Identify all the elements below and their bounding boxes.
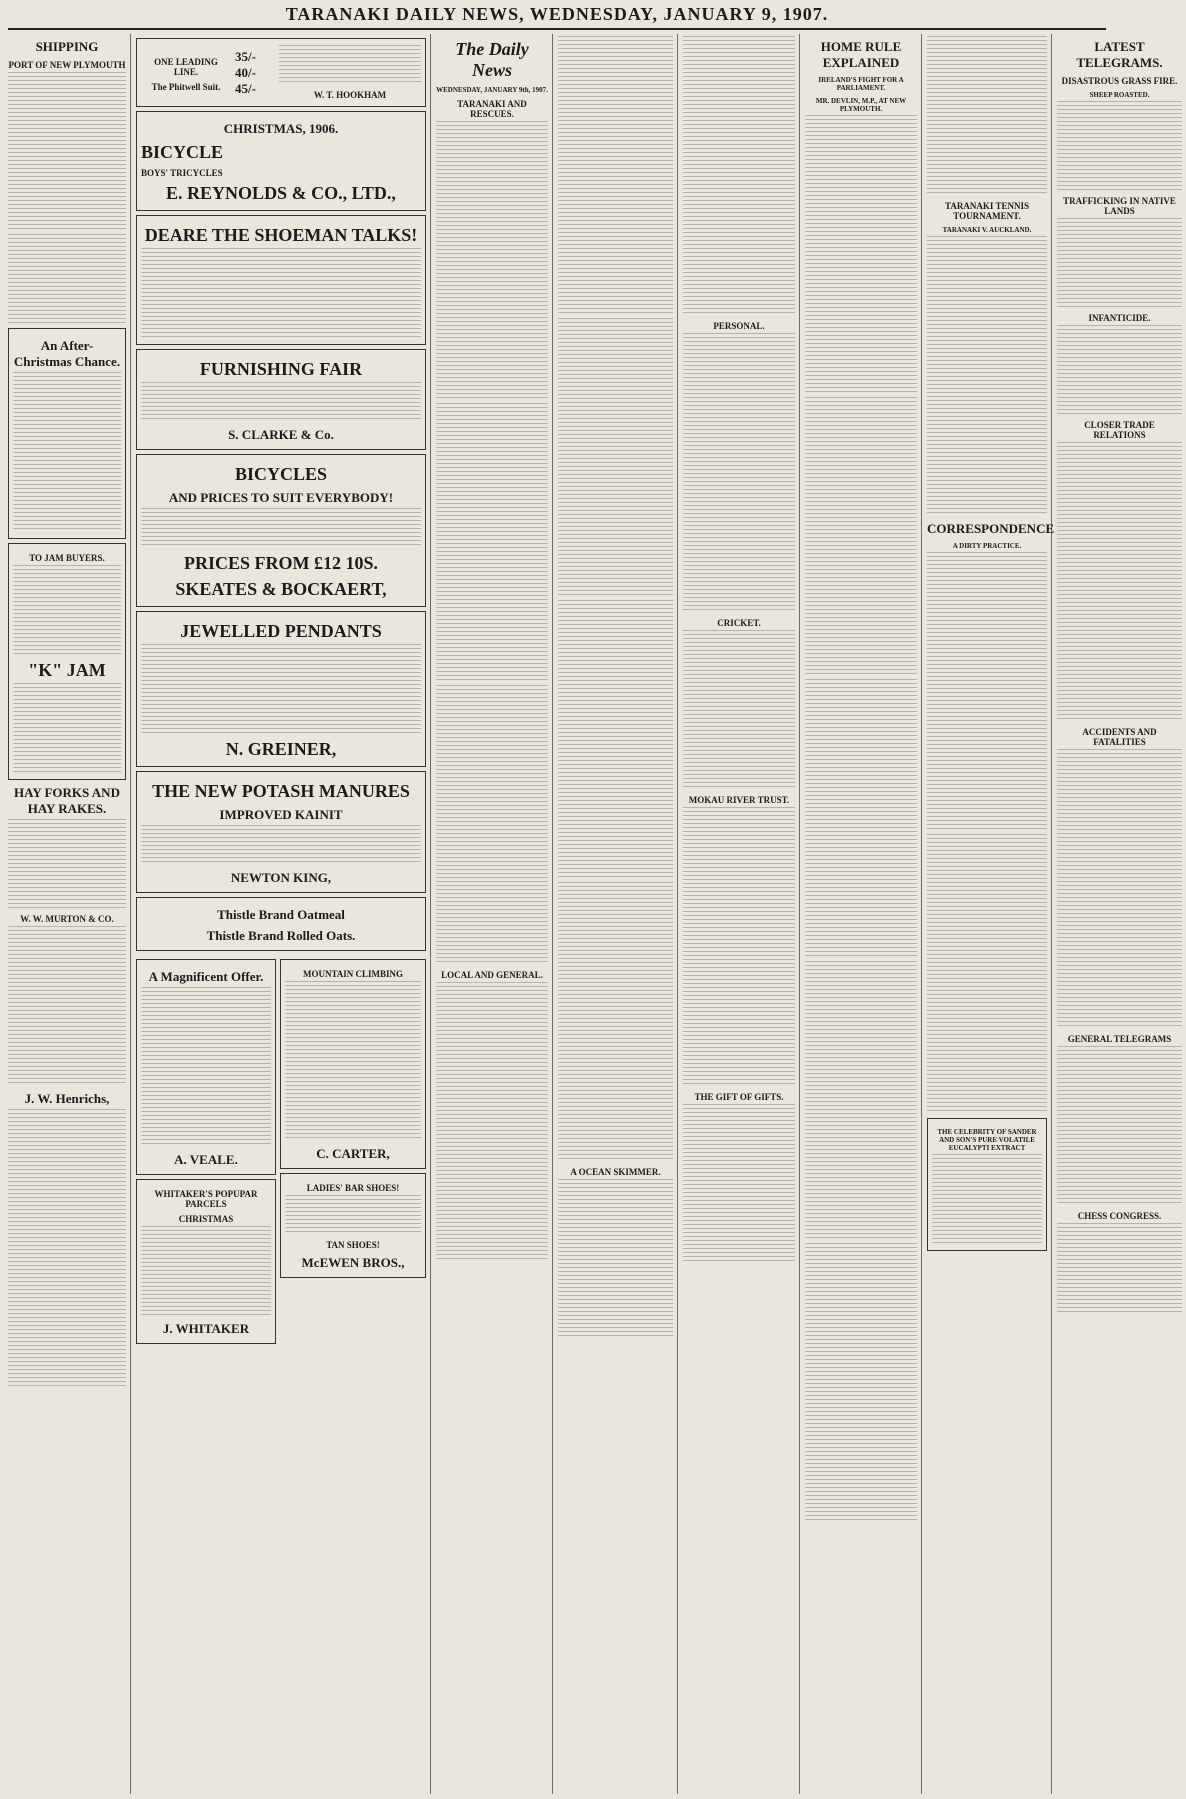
carter-name: C. CARTER, bbox=[316, 1146, 390, 1161]
accidents-heading: ACCIDENTS AND FATALITIES bbox=[1082, 727, 1157, 747]
whitaker-heading: WHITAKER'S POPUPAR PARCELS bbox=[154, 1189, 258, 1209]
col4-text-3 bbox=[558, 600, 673, 880]
devlin-sub: MR. DEVLIN, M.P., AT NEW PLYMOUTH. bbox=[815, 97, 907, 113]
lower-left-ads bbox=[136, 955, 276, 1348]
gift-text bbox=[683, 1104, 795, 1264]
henrichs-heading: J. W. Henrichs, bbox=[24, 1091, 110, 1106]
hay-text bbox=[8, 819, 126, 909]
trade-text bbox=[1057, 442, 1182, 722]
reynolds-name: E. REYNOLDS & CO., LTD., bbox=[166, 183, 396, 203]
ocean-skimmer-heading: A OCEAN SKIMMER. bbox=[570, 1167, 661, 1177]
mokau-text bbox=[683, 807, 795, 1087]
prices-from: PRICES FROM £12 10S. bbox=[183, 553, 378, 573]
grass-fire-heading: DISASTROUS GRASS FIRE. bbox=[1061, 76, 1178, 86]
col4-text bbox=[558, 36, 673, 316]
greiner-name: N. GREINER, bbox=[225, 739, 337, 759]
col4-text-2 bbox=[558, 318, 673, 598]
correspondence-text bbox=[927, 552, 1047, 832]
sheep-roasted-sub: SHEEP ROASTED. bbox=[1089, 91, 1150, 99]
skeates-text bbox=[141, 508, 421, 548]
murton-text bbox=[8, 926, 126, 1086]
mountain-text bbox=[285, 981, 421, 1141]
correspondence-heading: CORRESPONDENCE bbox=[927, 521, 1055, 536]
potash-ad bbox=[136, 771, 426, 893]
home-rule-text-4 bbox=[805, 961, 917, 1241]
column-6 bbox=[805, 34, 922, 1794]
pendants-heading: JEWELLED PENDANTS bbox=[180, 621, 382, 641]
editorial-text-3 bbox=[436, 685, 548, 965]
col7-text bbox=[927, 36, 1047, 196]
issue-date: WEDNESDAY, JANUARY 9th, 1907. bbox=[436, 86, 548, 94]
price-45: 45/- bbox=[235, 80, 256, 96]
native-lands-heading: TRAFFICKING IN NATIVE LANDS bbox=[1063, 196, 1176, 216]
christmas-sub: CHRISTMAS bbox=[178, 1214, 234, 1224]
eucalypti-heading: THE CELEBRITY OF SANDER AND SON'S PURE VOLATILE EUCALYPTI EXTRACT bbox=[937, 1128, 1037, 1152]
mountain-ad bbox=[280, 959, 426, 1169]
magnificent-heading: A Magnificent Offer. bbox=[148, 969, 264, 984]
ad-heading: An After-Christmas Chance. bbox=[13, 338, 121, 369]
kainit-heading: IMPROVED KAINIT bbox=[219, 807, 343, 822]
potash-heading: THE NEW POTASH MANURES bbox=[152, 781, 410, 801]
home-rule-heading: HOME RULE EXPLAINED bbox=[820, 39, 902, 70]
reynolds-ad bbox=[136, 111, 426, 211]
personal-text bbox=[683, 333, 795, 613]
newton-name: NEWTON KING, bbox=[230, 870, 332, 885]
tennis-sub: TARANAKI V. AUCKLAND. bbox=[942, 226, 1032, 234]
cricket-heading: CRICKET. bbox=[717, 618, 761, 628]
eucalypti-text bbox=[932, 1154, 1042, 1244]
mokau-heading: MOKAU RIVER TRUST. bbox=[688, 795, 790, 805]
jam-heading: TO JAM BUYERS. bbox=[29, 553, 105, 563]
hookham-lines bbox=[279, 45, 421, 85]
skeates-name: SKEATES & BOCKAERT, bbox=[175, 579, 387, 599]
local-general-heading: LOCAL AND GENERAL. bbox=[441, 970, 543, 980]
column-7 bbox=[927, 34, 1055, 1794]
shipping-heading: SHIPPING bbox=[35, 39, 99, 54]
trade-relations-heading: CLOSER TRADE RELATIONS bbox=[1084, 420, 1155, 440]
column-4 bbox=[558, 34, 678, 1794]
shoeman-ad bbox=[136, 215, 426, 345]
whitaker-ad bbox=[136, 1179, 276, 1344]
column-5 bbox=[683, 34, 800, 1794]
columns bbox=[8, 34, 1178, 1794]
shoes-text bbox=[285, 1195, 421, 1235]
price-list bbox=[235, 49, 275, 97]
skeates-ad bbox=[136, 454, 426, 607]
editorial-heading: TARANAKI AND RESCUES. bbox=[457, 99, 527, 119]
chess-text bbox=[1057, 1223, 1182, 1313]
ad-text bbox=[13, 372, 121, 532]
jam-text bbox=[13, 565, 121, 655]
personal-heading: PERSONAL. bbox=[713, 321, 765, 331]
mountain-heading: MOUNTAIN CLIMBING bbox=[302, 969, 404, 979]
shoeman-text bbox=[141, 248, 421, 338]
hookham-name: W. T. HOOKHAM bbox=[313, 90, 387, 100]
potash-text bbox=[141, 825, 421, 865]
general-telegrams-heading: GENERAL TELEGRAMS bbox=[1067, 1034, 1172, 1044]
leading-line bbox=[141, 52, 231, 94]
mcewen-name: McEWEN BROS., bbox=[301, 1255, 405, 1270]
daily-news-title: The Daily News bbox=[455, 39, 529, 80]
eucalypti-ad bbox=[927, 1118, 1047, 1251]
native-text bbox=[1057, 218, 1182, 308]
port-heading: PORT OF NEW PLYMOUTH bbox=[8, 60, 126, 70]
furnishing-text bbox=[141, 382, 421, 422]
column-1 bbox=[8, 34, 131, 1794]
price-35: 35/- bbox=[235, 48, 256, 64]
hookham-ad bbox=[136, 38, 426, 107]
hay-forks-heading: HAY FORKS AND HAY RAKES. bbox=[14, 785, 120, 816]
local-text bbox=[436, 982, 548, 1262]
jam-ad bbox=[8, 543, 126, 780]
col4-text-4 bbox=[558, 882, 673, 1162]
lower-ads bbox=[136, 955, 426, 1348]
thistle-ad bbox=[136, 897, 426, 951]
magnificent-text bbox=[141, 987, 271, 1147]
fire-text bbox=[1057, 101, 1182, 191]
christmas-heading: CHRISTMAS, 1906. bbox=[223, 121, 339, 136]
suit-everybody: AND PRICES TO SUIT EVERYBODY! bbox=[168, 490, 394, 505]
column-3 bbox=[436, 34, 553, 1794]
murton-heading: W. W. MURTON & CO. bbox=[20, 914, 114, 924]
home-rule-text-5 bbox=[805, 1243, 917, 1523]
col5-text bbox=[683, 36, 795, 316]
shipping-text bbox=[8, 72, 126, 232]
bicycles-heading: BICYCLES bbox=[234, 464, 328, 484]
column-2-ads bbox=[136, 34, 431, 1794]
phitwell-suit: The Phitwell Suit. bbox=[151, 81, 221, 92]
after-christmas-ad bbox=[8, 328, 126, 539]
dirty-practice-sub: A DIRTY PRACTICE. bbox=[952, 542, 1022, 550]
general-text bbox=[1057, 1046, 1182, 1206]
ocean-text bbox=[558, 1179, 673, 1339]
veale-name: A. VEALE. bbox=[174, 1152, 238, 1167]
editorial-text-2 bbox=[436, 403, 548, 683]
oatmeal-heading: Thistle Brand Oatmeal bbox=[217, 907, 345, 922]
oats-heading: Thistle Brand Rolled Oats. bbox=[206, 928, 356, 943]
home-rule-text-2 bbox=[805, 397, 917, 677]
shipping-text-2 bbox=[8, 234, 126, 324]
editorial-text bbox=[436, 121, 548, 401]
correspondence-text-2 bbox=[927, 834, 1047, 1114]
tennis-heading: TARANAKI TENNIS TOURNAMENT. bbox=[945, 201, 1029, 221]
whitaker-text bbox=[141, 1226, 271, 1316]
masthead: TARANAKI DAILY NEWS, WEDNESDAY, JANUARY 9, 1907. bbox=[8, 4, 1106, 30]
infanticide-heading: INFANTICIDE. bbox=[1088, 313, 1151, 323]
accidents-text bbox=[1057, 749, 1182, 1029]
clarke-name: S. CLARKE & Co. bbox=[228, 427, 334, 442]
furnishing-heading: FURNISHING FAIR bbox=[199, 359, 363, 379]
shoeman-heading: DEARE THE SHOEMAN TALKS! bbox=[144, 225, 418, 245]
ladies-shoes: LADIES' BAR SHOES! bbox=[306, 1183, 400, 1193]
infanticide-text bbox=[1057, 325, 1182, 415]
shoes-ad bbox=[280, 1173, 426, 1278]
lower-right-ads bbox=[280, 955, 426, 1282]
tricycles-heading: BOYS' TRICYCLES bbox=[141, 168, 223, 178]
whitaker-name: J. WHITAKER bbox=[162, 1321, 250, 1336]
leading-line-title: ONE LEADING LINE. bbox=[154, 56, 218, 77]
home-rule-text-3 bbox=[805, 679, 917, 959]
tennis-text bbox=[927, 236, 1047, 516]
bicycle-heading: BICYCLE bbox=[141, 142, 224, 162]
jam-text-2 bbox=[13, 683, 121, 773]
henrichs-text bbox=[8, 1109, 126, 1389]
telegrams-heading: LATEST TELEGRAMS. bbox=[1076, 39, 1163, 70]
magnificent-ad bbox=[136, 959, 276, 1175]
pendants-text bbox=[141, 644, 421, 734]
gift-heading: THE GIFT OF GIFTS. bbox=[694, 1092, 784, 1102]
chess-heading: CHESS CONGRESS. bbox=[1077, 1211, 1162, 1221]
cricket-text bbox=[683, 630, 795, 790]
home-rule-sub: IRELAND'S FIGHT FOR A PARLIAMENT. bbox=[818, 76, 904, 92]
k-jam-title: "K" JAM bbox=[28, 660, 106, 680]
home-rule-text bbox=[805, 115, 917, 395]
price-40: 40/- bbox=[235, 64, 256, 80]
clarke-ad bbox=[136, 349, 426, 450]
hookham-text bbox=[279, 43, 421, 102]
tan-shoes: TAN SHOES! bbox=[326, 1240, 380, 1250]
greiner-ad bbox=[136, 611, 426, 767]
column-8 bbox=[1057, 34, 1186, 1794]
